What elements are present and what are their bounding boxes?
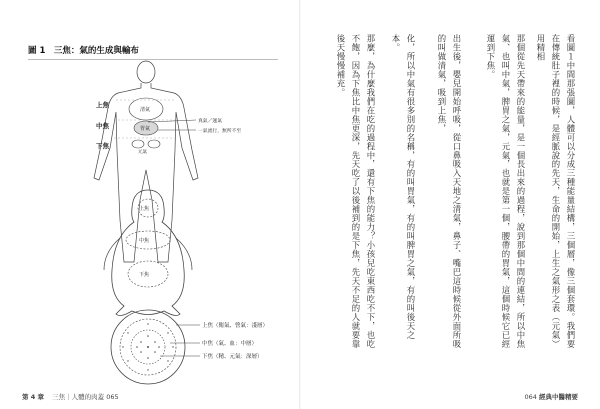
text-column-5: 那麼，為什麼我們在吃的過程中，還有下焦的能力？小孩兒吃東西吃不下，也吃不飽，因為下焦比中焦更深，先天吃了以後補到的是下焦，先天不足的人就要靠後天慢慢補充。 <box>336 34 376 349</box>
footer-chapter-title: 三焦｜人體的肉蓋 <box>52 393 105 401</box>
right-footer <box>525 392 579 401</box>
footer-left-page-number: 065 <box>106 393 119 401</box>
penguin-label-middle: 中焦 <box>139 238 150 244</box>
circle-label-upper: 上焦（衛氣、營氣：淺層） <box>202 323 269 329</box>
penguin-label-upper: 上焦 <box>139 206 150 212</box>
body-label-lower: 下焦 <box>96 142 109 150</box>
text-column-1: 看圖１中間那張圖，人體可以分成三種能量結構，三個層，像三個套環。我們要在傳統肚子裡的時候，是經脈說的先天，生命的開始，上生之氣形之表（元氣）用精相 <box>536 34 576 349</box>
body-figure <box>94 61 198 262</box>
body-note-1: 真氣／運氣 <box>198 119 222 124</box>
body-note-2: 一氣流行，無所不至 <box>198 129 242 134</box>
text-column-3: 出生後，嬰兒開始呼吸，從口鼻吸入天地之清氣，鼻子、嘴巴這時候從外面所吸的叫做清氣，吸到上焦， <box>437 34 462 349</box>
circle-leaders <box>160 325 200 356</box>
right-kidney-shape <box>148 140 160 148</box>
text-column-4: 化，所以中氣有很多別的名稱，有的叫胃氣，有的叫脾胃之氣，有的叫後天之本。 <box>391 34 416 340</box>
penguin-label-lower: 下焦 <box>139 272 150 278</box>
organ-label-stomach: 胃氣 <box>140 126 151 132</box>
footer-book-title: 經典中醫精要 <box>539 393 578 401</box>
left-kidney-shape <box>132 140 144 148</box>
circle-label-lower: 下焦（精、元氣：深層） <box>202 354 263 360</box>
footer-right-page-number: 064 <box>524 393 537 401</box>
organ-label-lung: 清氣 <box>140 107 151 113</box>
left-footer <box>22 392 119 401</box>
footer-chapter: 第 4 章 <box>22 393 45 401</box>
text-column-2: 那個從先天帶來的能量，是一個長出來的過程，說到那個中間的連結，所以中焦氣、也叫中氣，脾胃之氣，元氣，也就是第一個，腰帶的胃氣，這個時候它已經運到下焦。 <box>486 34 526 349</box>
figure-title: 圖 1 三焦：氣的生成與輸布 <box>28 46 139 56</box>
body-organs <box>129 98 196 148</box>
organ-label-kidney: 元氣 <box>138 150 147 155</box>
circle-dots <box>122 323 173 370</box>
circle-label-middle: 中焦（氣、血：中層） <box>202 341 258 347</box>
body-label-middle: 中焦 <box>96 122 109 130</box>
body-label-upper: 上焦 <box>96 101 109 109</box>
